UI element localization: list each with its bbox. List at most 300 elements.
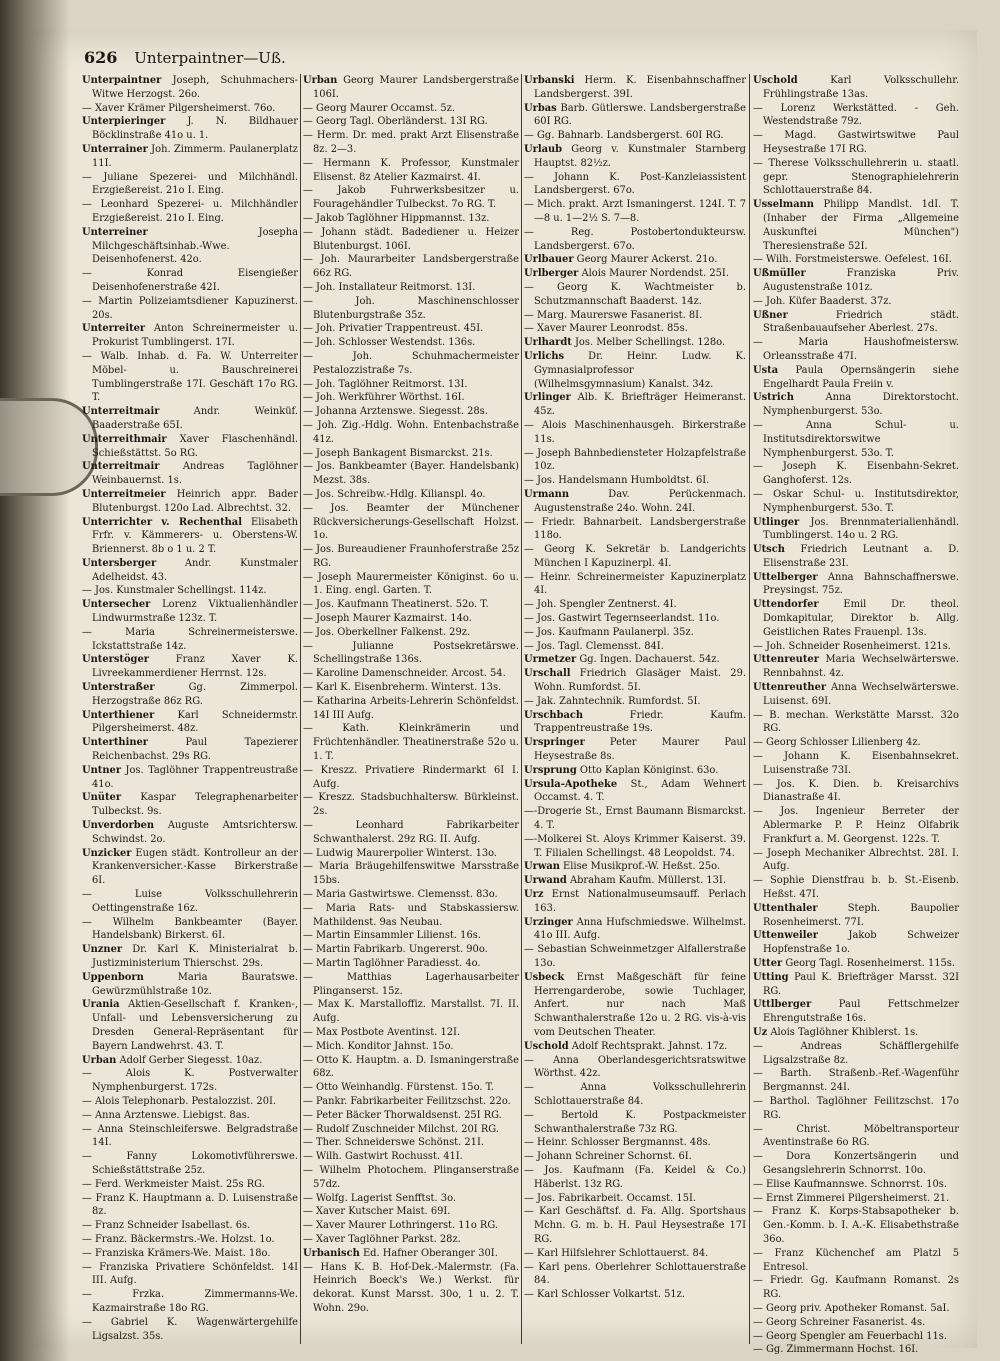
entry-text: — Barth. Straßenb.-Ref.-Wagenführ Bergmannst. 24I.	[753, 1068, 959, 1094]
entry-text: — Xaver Krämer Pilgersheimerst. 76o.	[82, 102, 276, 114]
directory-entry	[303, 350, 519, 378]
entry-text: Paul K. Briefträger Marsst. 32I RG.	[763, 971, 959, 997]
entry-surname: Urbanisch	[303, 1247, 360, 1259]
directory-entry	[753, 1247, 959, 1275]
entry-surname: Unzicker	[82, 847, 132, 859]
entry-text: — Frzka. Zimmermanns-We. Kazmairstraße 18o RG.	[82, 1289, 298, 1314]
entry-text: — Leonhard Fabrikarbeiter Schwanthalerst. 29z RG. II. Aufg.	[303, 820, 519, 845]
directory-entry	[524, 1081, 746, 1109]
directory-entry	[82, 971, 298, 999]
entry-text: — Jos. Beamter der Münchener Rückversicherungs-Gesellschaft Holzst. 1o.	[303, 502, 519, 542]
directory-entry	[82, 916, 298, 944]
entry-text: — Georg priv. Apotheker Romanst. 5aI.	[753, 1302, 950, 1314]
directory-entry	[82, 653, 298, 681]
directory-entry	[303, 1192, 519, 1206]
directory-entry	[303, 281, 519, 295]
entry-text: Ernst Maßgeschäft für feine Herrengarderobe, sowie Tuchlager, Anfert. nur nach Maß Schwanthalerstraße 12o u. 2 RG. vis-à-vis vom Deutschen Theater.	[534, 971, 746, 1038]
entry-text: — Johann K. Post-Kanzleiassistent Landsbergerst. 67o.	[524, 171, 746, 197]
entry-text: — Xaver Kutscher Maist. 69I.	[303, 1206, 451, 1218]
directory-entry	[303, 336, 519, 350]
entry-text: — Alois K. Postverwalter Nymphenburgerst. 172s.	[82, 1068, 298, 1094]
entry-text: Georg Maurer Landsbergerstraße 106I.	[313, 75, 519, 100]
directory-entry	[303, 1261, 519, 1316]
directory-entry	[303, 1247, 519, 1261]
entry-text: — Hermann K. Professor, Kunstmaler Elisenst. 8z Atelier Kazmairst. 4I.	[303, 157, 519, 183]
directory-entry	[753, 1095, 959, 1123]
directory-entry	[303, 943, 519, 957]
directory-entry	[753, 516, 959, 544]
entry-text: — Bertold K. Postpackmeister Schwanthalerstraße 73z RG.	[524, 1109, 746, 1135]
entry-text: — Franz Schneider Isabellast. 6s.	[82, 1220, 251, 1232]
entry-text: Adolf Rechtsprakt. Jahnst. 17z.	[568, 1040, 728, 1052]
entry-text: Friedrich städt. Straßenbauaufseher Aberlest. 27s.	[763, 309, 959, 335]
directory-entry	[303, 847, 519, 861]
entry-text: — Rudolf Zuschneider Milchst. 20I RG.	[303, 1123, 499, 1135]
binding-shadow	[0, 0, 70, 1361]
entry-text: — Jakob Fuhrwerksbesitzer u. Fouragehändler Tulbeckst. 7o RG. T.	[303, 185, 519, 211]
directory-entry	[753, 1192, 959, 1206]
entry-text: — Johanna Arztenswe. Siegesst. 28s.	[303, 406, 488, 418]
entry-surname: Urmetzer	[524, 654, 577, 666]
entry-surname: Unterreiner	[82, 226, 148, 238]
directory-entry	[82, 74, 298, 102]
entry-surname: Unterrainer	[82, 143, 148, 155]
directory-entry	[82, 736, 298, 764]
entry-text: — Maria Rats- und Stabskassiersw. Mathildenst. 9as Neubau.	[303, 902, 519, 928]
directory-entry	[753, 198, 959, 253]
entry-text: — Joh. Schlosser Westendst. 136s.	[303, 337, 476, 349]
entry-text: — Heinr. Schlosser Bergmannst. 48s.	[524, 1137, 711, 1149]
directory-entry	[753, 364, 959, 392]
entry-text: — Joseph Bankagent Bismarckst. 21s.	[303, 447, 493, 459]
entry-text: — Joseph Bahnbediensteter Holzapfelstraße 10z.	[524, 447, 746, 473]
directory-entry	[524, 943, 746, 971]
entry-surname: Unterthiener	[82, 709, 155, 721]
entry-text: — Karoline Damenschneider. Arcost. 54.	[303, 668, 506, 680]
entry-surname: Ursprung	[524, 764, 577, 776]
entry-surname: Unzner	[82, 944, 123, 956]
directory-entry	[524, 1247, 746, 1261]
entry-text: — Xaver Taglöhner Parkst. 28z.	[303, 1233, 461, 1245]
directory-entry	[303, 1136, 519, 1150]
directory-entry	[524, 1288, 746, 1302]
entry-text: — Wilhelm Photochem. Plinganserstraße 57dz.	[303, 1164, 519, 1190]
entry-text: — Luise Volksschullehrerin Oettingenstraße 16z.	[82, 889, 298, 914]
directory-entry	[524, 1040, 746, 1054]
entry-text: Jakob Schweizer Hopfenstraße 1o.	[763, 930, 959, 956]
entry-text: — Therese Volksschullehrerin u. staatl. gepr. Stenographielehrerin Schlottauerstraße 84.	[753, 157, 959, 197]
entry-text: — Joh. Werkführer Wörthst. 16I.	[303, 392, 465, 404]
entry-text: — Georg Maurer Occamst. 5z.	[303, 102, 456, 114]
entry-surname: Utter	[753, 958, 783, 969]
directory-entry	[753, 419, 959, 460]
entry-text: — Marg. Maurerswe Fasanerist. 8I.	[524, 309, 703, 321]
entry-text: — Wilh. Forstmeisterswe. Oefelest. 16I.	[753, 254, 952, 266]
directory-entry	[303, 1081, 519, 1095]
entry-text: — Joseph K. Eisenbahn-Sekret. Ganghoferst. 12s.	[753, 461, 959, 487]
directory-entry	[303, 888, 519, 902]
entry-surname: Unterreithmair	[82, 433, 167, 445]
directory-entry	[524, 391, 746, 419]
directory-entry	[524, 778, 746, 806]
entry-surname: Urlaub	[524, 143, 563, 155]
entry-text: Maria Bauratswe. Gewürzmühlstraße 10z.	[92, 971, 298, 997]
directory-entry	[303, 157, 519, 185]
entry-text: — Georg Spengler am Feuerbachl 11s.	[753, 1330, 947, 1342]
entry-text: — Pankr. Fabrikarbeiter Feilitzschst. 22o.	[303, 1095, 511, 1107]
entry-text: — Matthias Lagerhausarbeiter Plinganserst. 15z.	[303, 971, 519, 997]
directory-entry	[82, 350, 298, 405]
entry-surname: Urbanski	[524, 75, 575, 86]
entry-text: Gg. Ingen. Dachauerst. 54z.	[576, 654, 720, 666]
entry-text: — Joh. Schuhmachermeister Pestalozzistraße 7s.	[303, 350, 519, 376]
entry-text: — B. mechan. Werkstätte Marsst. 32o RG.	[753, 709, 959, 735]
entry-text: — Franz K. Hauptmann a. D. Luisenstraße 8z.	[82, 1192, 298, 1218]
entry-surname: Urwand	[524, 875, 567, 887]
entry-text: Karl Schneidermstr. Pilgersheimerst. 48z.	[92, 709, 298, 735]
entry-text: — Xaver Maurer Lothringerst. 11o RG.	[303, 1220, 499, 1232]
entry-text: Georg Tagl. Rosenheimerst. 115s.	[782, 958, 956, 969]
entry-text: — Maria Schreinermeisterswe. Ickstattstraße 14z.	[82, 626, 298, 652]
entry-surname: Uttelberger	[753, 571, 818, 583]
entry-text: Eugen städt. Kontrolleur an der Krankenversicher.-Kasse Birkerstraße 6I.	[92, 847, 298, 887]
entry-surname: Uz	[753, 1026, 768, 1038]
directory-entry	[82, 405, 298, 433]
page-header	[84, 48, 954, 70]
entry-text: Elise Musikprof.-W. Heßst. 25o.	[559, 861, 721, 873]
directory-entry	[82, 102, 298, 116]
entry-text: Anna Bahnschaffnerswe. Preysingst. 75z.	[763, 571, 959, 597]
entry-text: Joh. Zimmerm. Paulanerplatz 11I.	[92, 143, 298, 169]
directory-entry	[524, 916, 746, 944]
directory-entry	[303, 419, 519, 447]
entry-text: — Barthol. Taglöhner Feilitzschst. 17o RG.	[753, 1095, 959, 1121]
directory-entry	[303, 488, 519, 502]
directory-entry	[82, 709, 298, 737]
directory-entry	[524, 129, 746, 143]
entry-surname: Ußmüller	[753, 268, 806, 280]
directory-entry	[303, 102, 519, 116]
directory-entry	[303, 1040, 519, 1054]
directory-entry	[524, 874, 746, 888]
entry-text: — Christ. Möbeltransporteur Aventinstraße 6o RG.	[753, 1123, 959, 1149]
entry-text: Dr. Karl K. Ministerialrat b. Justizministerium Thierschst. 29s.	[92, 944, 298, 969]
directory-entry	[753, 1302, 959, 1316]
directory-entry	[753, 998, 959, 1026]
directory-entry	[82, 1288, 298, 1316]
directory-entry	[524, 1054, 746, 1082]
entry-text: Philipp Mandlst. 1dI. T. (Inhaber der Firma „Allgemeine Auskunftei München") Theresienstraße 52I.	[763, 199, 959, 252]
directory-entry	[524, 571, 746, 599]
entry-text: Franz Xaver K. Livreekammerdiener Herrnst. 12s.	[92, 654, 298, 680]
entry-text: Friedrich Leutnant a. D. Elisenstraße 23I.	[763, 544, 959, 569]
entry-text: — Jos. Kunstmaler Schellingst. 114z.	[82, 585, 267, 597]
directory-entry	[303, 1150, 519, 1164]
entry-text: — Hans K. B. Hof-Dek.-Malermstr. (Fa. Heinrich Boeck's We.) Werkst. für dekorat. Kunst Marsst. 30o, 1 u. 2. T. Wohn. 29o.	[303, 1261, 519, 1314]
entry-text: Steph. Baupolier Rosenheimerst. 77I.	[763, 902, 959, 928]
directory-entry	[82, 171, 298, 199]
entry-surname: Ustrich	[753, 392, 794, 404]
directory-entry	[303, 722, 519, 763]
directory-entry	[524, 447, 746, 475]
entry-text: J. N. Bildhauer Böcklinstraße 41o u. 1.	[92, 116, 298, 142]
entry-text: — Joseph Maurer Kazmairst. 14o.	[303, 613, 472, 625]
directory-entry	[82, 1150, 298, 1178]
directory-entry	[303, 1233, 519, 1247]
entry-text: — Jos. Schreibw.-Hdlg. Kilianspl. 4o.	[303, 488, 486, 500]
directory-entry	[82, 1109, 298, 1123]
entry-surname: Ußner	[753, 309, 788, 321]
directory-entry	[303, 1054, 519, 1082]
directory-entry	[303, 253, 519, 281]
directory-entry	[524, 653, 746, 667]
entry-text: Herm. K. Eisenbahnschaffner Landsbergerst. 39I.	[534, 75, 746, 100]
entry-text: Georg Maurer Ackerst. 21o.	[573, 254, 718, 266]
entry-text: Emil Dr. theol. Domkapitular, Direktor b. Allg. Geistlichen Rates Frauenpl. 13s.	[763, 599, 959, 638]
entry-text: — Joh. Zig.-Hdlg. Wohn. Entenbachstraße 41z.	[303, 419, 519, 445]
directory-entry	[753, 971, 959, 999]
directory-entry	[524, 1192, 746, 1206]
entry-surname: Urschall	[524, 668, 571, 680]
directory-entry	[82, 460, 298, 488]
directory-entry	[524, 888, 746, 916]
entry-text: — Jos. Kaufmann Theatinerst. 52o. T.	[303, 599, 489, 611]
entry-text: — Alois Telephonarb. Pestalozzist. 20I.	[82, 1095, 277, 1107]
entry-text: — Maria Gastwirtswe. Clemensst. 83o.	[303, 889, 498, 901]
directory-entry	[303, 1205, 519, 1219]
directory-entry	[524, 695, 746, 709]
entry-text: Anna Hufschmiedswe. Wilhelmst. 41o III. Aufg.	[534, 916, 746, 942]
column-rule	[300, 74, 301, 1344]
entry-surname: Uttenweiler	[753, 930, 818, 942]
entry-text: Ed. Hafner Oberanger 30I.	[359, 1247, 498, 1259]
directory-entry	[753, 1150, 959, 1178]
entry-text: — Max Postbote Aventinst. 12I.	[303, 1026, 461, 1038]
entry-text: — Alois Maschinenhausgeh. Birkerstraße 11s.	[524, 419, 746, 445]
directory-entry	[753, 102, 959, 130]
entry-text: — Ferd. Werkmeister Maist. 25s RG.	[82, 1178, 265, 1190]
entry-text: — Martin Polizeiamtsdiener Kapuzinerst. 20s.	[82, 295, 298, 321]
entry-surname: Uttenreuter	[753, 654, 819, 666]
entry-text: — Julianne Postsekretärswe. Schellingstraße 136s.	[303, 640, 519, 666]
directory-entry	[753, 653, 959, 681]
directory-entry	[753, 295, 959, 309]
directory-entry	[303, 929, 519, 943]
entry-text: Anton Schreinermeister u. Prokurist Tumblingerst. 17I.	[92, 323, 298, 349]
entry-text: — Herm. Dr. med. prakt Arzt Elisenstraße 8z. 2—3.	[303, 130, 519, 155]
directory-entry	[524, 1150, 746, 1164]
entry-text: — Martin Taglöhner Paradiesst. 4o.	[303, 958, 481, 969]
entry-surname: Ursula-Apotheke	[524, 778, 618, 790]
directory-entry	[82, 433, 298, 461]
entry-text: Dav. Perückenmach. Augustenstraße 24o. Wohn. 24I.	[534, 488, 746, 514]
entry-text: — Ludwig Maurerpolier Winterst. 13o.	[303, 847, 498, 859]
entry-surname: Unterstöger	[82, 654, 149, 666]
directory-entry	[82, 626, 298, 654]
directory-entry	[303, 226, 519, 254]
directory-entry	[82, 943, 298, 971]
directory-entry	[82, 516, 298, 557]
column-1	[82, 74, 298, 1344]
directory-entry	[753, 1343, 959, 1357]
directory-entry	[753, 709, 959, 737]
directory-entry	[753, 1026, 959, 1040]
entry-surname: Urlinger	[524, 392, 571, 404]
directory-entry	[753, 874, 959, 902]
entry-text: — Friedr. Bahnarbeit. Landsbergerstraße 118o.	[524, 516, 746, 542]
entry-text: — Fanny Lokomotivführerswe. Schießstättstraße 25z.	[82, 1151, 298, 1176]
entry-text: — Jos. Kaufmann (Fa. Keidel & Co.) Häberlst. 13z RG.	[524, 1164, 746, 1190]
entry-surname: Urmann	[524, 488, 570, 500]
directory-entry	[303, 1123, 519, 1137]
directory-entry	[753, 571, 959, 599]
directory-entry	[82, 1261, 298, 1289]
entry-text: — Heinr. Schreinermeister Kapuzinerplatz 4I.	[524, 571, 746, 597]
directory-entry	[303, 1219, 519, 1233]
entry-text: Adolf Gerber Siegesst. 10az.	[116, 1054, 263, 1066]
entry-text: — Franz Küchenchef am Platzl 5 Entresol.	[753, 1247, 959, 1273]
entry-text: — Karl Geschäftsf. d. Fa. Allg. Sportshaus Mchn. G. m. b. H. Paul Heysestraße 17I RG.	[524, 1206, 746, 1245]
directory-entry	[753, 902, 959, 930]
entry-text: — Gg. Bahnarb. Landsbergerst. 60I RG.	[524, 130, 724, 142]
directory-entry	[524, 833, 746, 861]
entry-text: — Joh. Installateur Reitmorst. 13I.	[303, 281, 476, 293]
entry-surname: Urlichs	[524, 350, 565, 362]
column-4	[753, 74, 959, 1356]
directory-entry	[303, 212, 519, 226]
directory-entry	[82, 847, 298, 888]
entry-text: Otto Kaplan Königinst. 63o.	[576, 764, 719, 776]
directory-entry	[524, 267, 746, 281]
entry-text: — Kath. Kleinkrämerin und Früchtenhändler. Theatinerstraße 52o u. 1. T.	[303, 723, 519, 763]
directory-entry	[524, 971, 746, 1040]
entry-text: — Jos. Fabrikarbeit. Occamst. 15I.	[524, 1192, 697, 1204]
entry-surname: Unterreitmair	[82, 461, 160, 473]
entry-surname: Unterstraßer	[82, 682, 155, 694]
entry-text: Andr. Kunstmaler Adelheidst. 43.	[92, 557, 298, 583]
entry-text: Lorenz Viktualienhändler Lindwurmstraße 123z. T.	[92, 599, 298, 625]
directory-entry	[303, 1095, 519, 1109]
entry-text: — Franziska Privatiere Schönfeldst. 14I III. Aufg.	[82, 1261, 298, 1287]
entry-text: — Anna Oberlandesgerichtsratswitwe Wörthst. 42z.	[524, 1054, 746, 1080]
directory-entry	[82, 1123, 298, 1151]
entry-text: — Gg. Zimmermann Hochst. 16I.	[753, 1344, 919, 1356]
directory-entry	[303, 378, 519, 392]
entry-surname: Uppenborn	[82, 971, 144, 983]
entry-text: Elisabeth Frfr. v. Kämmerers- u. Oberstens-W. Briennerst. 8b o 1 u. 2 T.	[92, 516, 298, 556]
directory-entry	[303, 447, 519, 461]
entry-text: Alois Taglöhner Khiblerst. 1s.	[767, 1026, 919, 1038]
entry-text: Gg. Zimmerpol. Herzogstraße 86z RG.	[92, 682, 298, 707]
column-rule	[521, 74, 522, 1344]
entry-text: Xaver Flaschenhändl. Schießstättst. 5o RG.	[92, 433, 298, 459]
entry-text: — Jos. Tagl. Clemensst. 84I.	[524, 640, 664, 652]
directory-entry	[82, 295, 298, 323]
entry-text: — Anna Steinschleiferswe. Belgradstraße 14I.	[82, 1123, 298, 1149]
entry-text: Karl Volksschullehr. Frühlingstraße 13as.	[763, 75, 959, 100]
entry-surname: Unterpaintner	[82, 75, 162, 86]
directory-entry	[753, 391, 959, 419]
directory-entry	[303, 902, 519, 930]
entry-text: — Dora Konzertsängerin und Gesangslehrerin Schnorrst. 10o.	[753, 1151, 959, 1176]
directory-entry	[82, 888, 298, 916]
directory-entry	[753, 309, 959, 337]
running-head: Unterpaintner—Uß.	[134, 49, 286, 67]
entry-surname: Unterreitmeier	[82, 488, 166, 500]
entry-text: — Konrad Eisengießer Deisenhofenerstraße 42I.	[82, 268, 298, 293]
entry-text: — Jos. Bankbeamter (Bayer. Handelsbank) Mezst. 38s.	[303, 461, 519, 487]
directory-entry	[82, 322, 298, 350]
entry-text: Friedrich Glasäger Maist. 29. Wohn. Rumfordst. 5I.	[534, 668, 746, 694]
directory-entry	[753, 129, 959, 157]
directory-entry	[753, 805, 959, 846]
directory-entry	[524, 709, 746, 737]
directory-entry	[753, 543, 959, 571]
entry-text: Jos. Melber Schellingst. 128o.	[571, 337, 726, 349]
directory-entry	[303, 791, 519, 819]
entry-surname: Urban	[82, 1054, 117, 1066]
entry-text: Aktien-Gesellschaft f. Kranken-, Unfall- und Lebensversicherung zu Dresden General-Repräsentant für Bayern Landwehrst. 43. T.	[92, 999, 298, 1052]
entry-surname: Uttenreuther	[753, 682, 827, 694]
entry-text: — Karl Schlosser Volkartst. 51z.	[524, 1289, 686, 1301]
directory-entry	[524, 336, 746, 350]
entry-text: — Andreas Schäfflergehilfe Ligsalzstraße 8z.	[753, 1040, 959, 1066]
entry-text: — Anna Schul- u. Institutsdirektorswitwe Nymphenburgerst. 53o. T.	[753, 419, 959, 459]
entry-text: — Jos. Handelsmann Humboldtst. 6I.	[524, 475, 710, 487]
directory-entry	[524, 626, 746, 640]
directory-entry	[82, 1192, 298, 1220]
directory-entry	[753, 1330, 959, 1344]
entry-text: — Karl Hilfslehrer Schlottauerst. 84.	[524, 1247, 709, 1259]
directory-entry	[82, 488, 298, 516]
entry-surname: Unterthiner	[82, 737, 148, 749]
directory-entry	[524, 322, 746, 336]
page-number: 626	[84, 48, 118, 67]
directory-entry	[82, 681, 298, 709]
entry-text: Alois Maurer Nordendst. 25I.	[578, 268, 729, 280]
directory-entry	[524, 1261, 746, 1289]
entry-surname: Urlberger	[524, 268, 579, 280]
entry-text: — Jos. Kaufmann Paulanerpl. 35z.	[524, 626, 694, 638]
entry-text: Friedr. Kaufm. Trappentreustraße 19s.	[534, 709, 746, 735]
entry-text: — Ernst Zimmerei Pilgersheimerst. 21.	[753, 1192, 950, 1204]
entry-text: — Joh. Spengler Zentnerst. 4I.	[524, 599, 677, 611]
directory-entry	[753, 460, 959, 488]
directory-entry	[82, 1233, 298, 1247]
entry-text: — Joh. Küfer Baaderst. 37z.	[753, 295, 892, 307]
directory-entry	[303, 819, 519, 847]
entry-text: — Walb. Inhab. d. Fa. W. Unterreiter Möbel- u. Bauschreinerei Tumblingerstraße 17I. Geschäft 17o RG. T.	[82, 350, 298, 404]
directory-entry	[82, 598, 298, 626]
entry-text: — Anna Arztenswe. Liebigst. 8as.	[82, 1109, 250, 1121]
entry-text: — Joh. Taglöhner Reitmorst. 13I.	[303, 378, 468, 390]
entry-text: — Kreszz. Privatiere Rindermarkt 6I I. Aufg.	[303, 764, 519, 790]
directory-entry	[524, 198, 746, 226]
entry-text: St., Adam Wehnert Occamst. 4. T.	[534, 778, 746, 804]
directory-entry	[303, 998, 519, 1026]
directory-entry	[303, 764, 519, 792]
entry-text: — Georg Schreiner Fasanerist. 4s.	[753, 1316, 926, 1328]
directory-entry	[82, 267, 298, 295]
entry-text: — Georg K. Sekretär b. Landgerichts München I Kapuzinerpl. 4I.	[524, 544, 746, 569]
entry-surname: Unterpieringer	[82, 116, 166, 128]
directory-entry	[524, 764, 746, 778]
directory-entry	[753, 1316, 959, 1330]
directory-entry	[303, 571, 519, 599]
directory-entry	[82, 198, 298, 226]
entry-text: —-Molkerei St. Aloys Krimmer Kaiserst. 39. T. Filialen Schellingst. 48 Leopoldst. 74.	[524, 833, 746, 859]
entry-surname: Urschbach	[524, 709, 584, 721]
